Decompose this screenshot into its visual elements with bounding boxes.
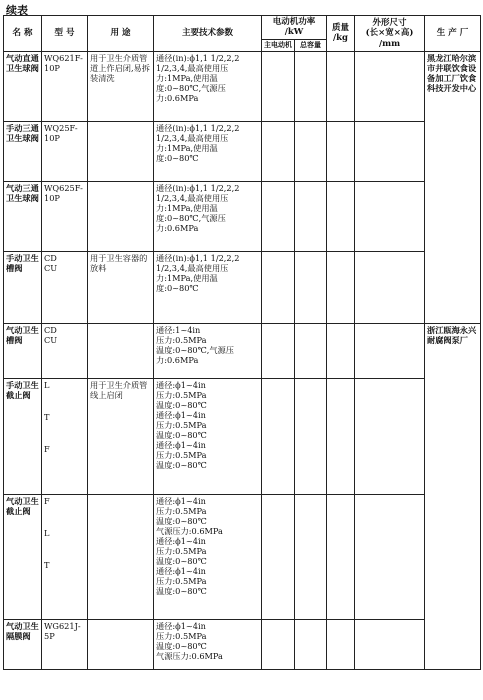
cell-params: 通径(in):ϕ1,1 1/2,2,2 1/2,3,4,最高使用压力:1MPa,使用温度:0~80℃,气源压力:0.6MPa — [154, 51, 262, 121]
cell-name: 气动卫生截止阀 — [4, 494, 42, 619]
cell-model — [42, 494, 88, 619]
cell-name: 手动卫生截止阀 — [4, 378, 42, 494]
cell-model: WG621J-5P — [42, 619, 88, 669]
cell-model: WQ621F-10P — [42, 51, 88, 121]
model-t: T — [44, 411, 50, 422]
header-dims: 外形尺寸 (长×宽×高) /mm — [355, 16, 425, 52]
header-power: 电动机功率 /kW — [262, 16, 327, 40]
cell-maker: 浙江瓯海永兴耐腐阀泵厂 — [425, 323, 481, 669]
cell-use: 用于卫生介质管道上作启闭,易拆装清洗 — [88, 51, 154, 121]
cell-model: CD CU — [42, 323, 88, 378]
cell-maker: 黑龙江哈尔滨市井联饮食设备加工厂饮食科技开发中心 — [425, 51, 481, 323]
cell-model: WQ625F-10P — [42, 181, 88, 251]
table-row — [4, 121, 481, 181]
cell-use: 用于卫生介质管线上启闭 — [88, 378, 154, 494]
cell-use: 用于卫生容器的放料 — [88, 251, 154, 323]
table-row — [4, 378, 481, 494]
cell-params: 通径(in):ϕ1,1 1/2,2,2 1/2,3,4,最高使用压力:1MPa,使用温度:0~80℃ — [154, 251, 262, 323]
cell-model: WQ25F-10P — [42, 121, 88, 181]
cell-name: 气动直通卫生球阀 — [4, 51, 42, 121]
cell-model — [42, 378, 88, 494]
header-name: 名 称 — [4, 16, 42, 52]
header-use: 用 途 — [88, 16, 154, 52]
header-params: 主要技术参数 — [154, 16, 262, 52]
model-t: T — [44, 559, 50, 570]
table-row — [4, 323, 481, 378]
model-l: L — [44, 379, 50, 390]
header-power-total: 总容量 — [295, 39, 327, 51]
cell-params: 通径(in):ϕ1,1 1/2,2,2 1/2,3,4,最高使用压力:1MPa,使用温度:0~80℃,气源压力:0.6MPa — [154, 181, 262, 251]
cell-name: 气动卫生隔膜阀 — [4, 619, 42, 669]
cell-params: 通径:ϕ1~4in 压力:0.5MPa 温度:0~80℃ 通径:ϕ1~4in 压力:0.5MPa 温度:0~80℃ 通径:ϕ1~4in 压力:0.5MPa 温度:0~80℃ — [154, 378, 262, 494]
cell-name: 手动三通卫生球阀 — [4, 121, 42, 181]
cell-params: 通径:ϕ1~4in 压力:0.5MPa 温度:0~80℃ 气源压力:0.6MPa 通径:ϕ1~4in 压力:0.5MPa 温度:0~80℃ 通径:ϕ1~4in 压力:0.5MPa 温度:0~80℃ — [154, 494, 262, 619]
table-caption: 续表 — [6, 4, 28, 17]
table-row — [4, 251, 481, 323]
header-model: 型 号 — [42, 16, 88, 52]
cell-params: 通径:ϕ1~4in 压力:0.5MPa 温度:0~80℃ 气源压力:0.6MPa — [154, 619, 262, 669]
cell-model: CD CU — [42, 251, 88, 323]
table-row — [4, 494, 481, 619]
table-row — [4, 181, 481, 251]
model-f: F — [44, 495, 50, 506]
cell-name: 气动卫生槽阀 — [4, 323, 42, 378]
model-f: F — [44, 443, 50, 454]
header-mass: 质量 /kg — [327, 16, 355, 52]
cell-params: 通径:1~4in 压力:0.5MPa 温度:0~80℃,气源压力:0.6MPa — [154, 323, 262, 378]
cell-name: 气动三通卫生球阀 — [4, 181, 42, 251]
table-row — [4, 619, 481, 669]
valve-spec-table — [3, 15, 481, 670]
table-row — [4, 51, 481, 121]
header-power-main: 主电动机 — [262, 39, 295, 51]
cell-params: 通径(in):ϕ1,1 1/2,2,2 1/2,3,4,最高使用压力:1MPa,使用温度:0~80℃ — [154, 121, 262, 181]
model-l: L — [44, 527, 50, 538]
header-maker: 生 产 厂 — [425, 16, 481, 52]
cell-name: 手动卫生槽阀 — [4, 251, 42, 323]
